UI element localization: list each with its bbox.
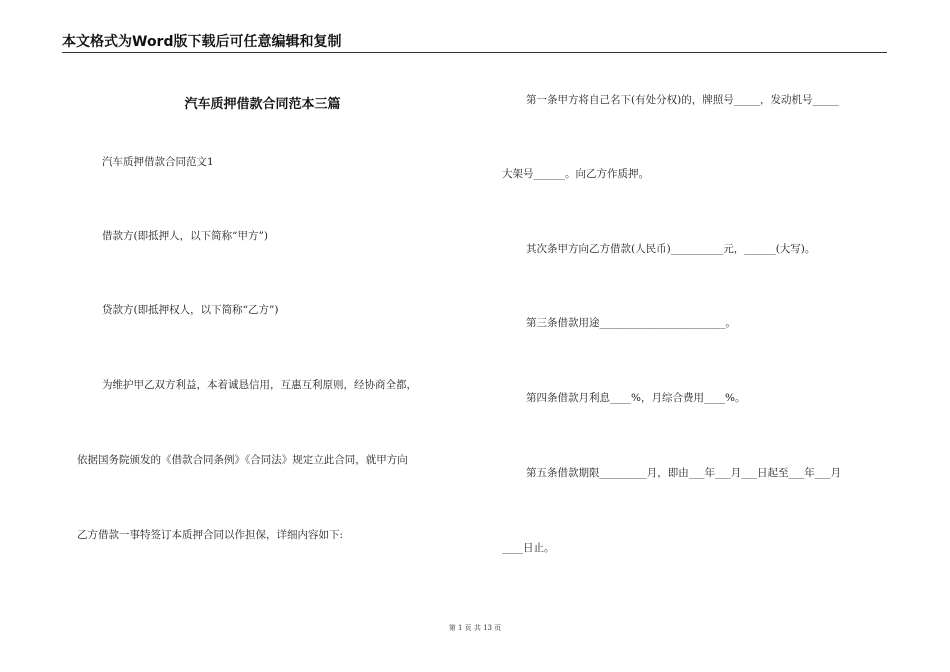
right-paragraph-3: 其次条甲方向乙方借款(人民币)__________元，______(大写)。 (526, 243, 816, 255)
right-paragraph-6: 第五条借款期限_________月，即由___年___月___日起至___年___月 (526, 467, 841, 479)
left-paragraph-3: 贷款方(即抵押权人，以下简称“乙方”) (102, 304, 279, 316)
right-paragraph-5: 第四条借款月利息____%，月综合费用____%。 (526, 392, 746, 404)
right-paragraph-2: 大架号______。向乙方作质押。 (502, 168, 649, 180)
left-paragraph-6: 乙方借款一事特签订本质押合同以作担保，详细内容如下: (77, 529, 344, 541)
left-paragraph-2: 借款方(即抵押人，以下简称“甲方”) (102, 230, 268, 242)
page-number: 第 1 页 共 13 页 (448, 624, 502, 632)
right-paragraph-4: 第三条借款用途________________________。 (526, 317, 736, 329)
left-paragraph-1: 汽车质押借款合同范文1 (102, 156, 214, 168)
right-paragraph-1: 第一条甲方将自己名下(有处分权)的，牌照号_____，发动机号_____ (526, 94, 839, 106)
header-title: 本文格式为Word版下载后可任意编辑和复制 (62, 34, 342, 50)
right-paragraph-7: ____日止。 (502, 542, 555, 554)
page-header (62, 34, 887, 53)
document-title: 汽车质押借款合同范本三篇 (184, 97, 341, 112)
left-paragraph-5: 依据国务院颁发的《借款合同条例》《合同法》规定立此合同，就甲方向 (77, 454, 408, 466)
left-paragraph-4: 为维护甲乙双方利益，本着诚恳信用，互惠互利原则，经协商全都， (102, 379, 417, 391)
